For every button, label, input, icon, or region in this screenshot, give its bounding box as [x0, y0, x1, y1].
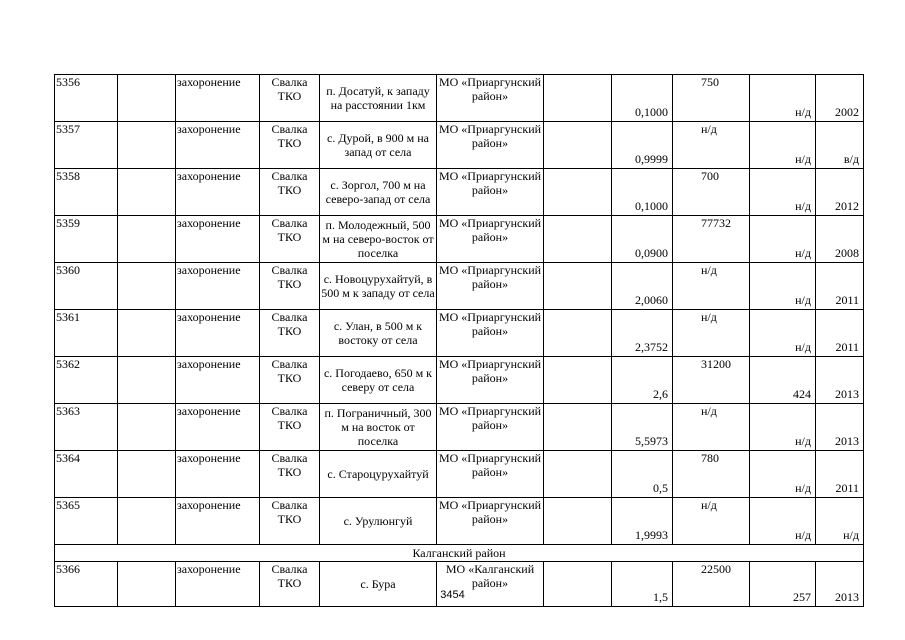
- cell-empty: [544, 169, 612, 216]
- page-number: 3454: [440, 589, 465, 601]
- cell-empty: [118, 169, 176, 216]
- cell-capacity: н/д: [750, 122, 816, 169]
- cell-area: 0,1000: [612, 169, 673, 216]
- cell-year: 2011: [816, 451, 864, 498]
- cell-id: 5364: [55, 451, 118, 498]
- table-row: [55, 357, 864, 404]
- cell-type: захоронение: [176, 562, 260, 607]
- cell-volume: н/д: [673, 498, 750, 545]
- cell-object: Свалка ТКО: [260, 562, 320, 607]
- cell-year: 2013: [816, 562, 864, 607]
- cell-location: п. Пограничный, 300 м на восток от поселка: [320, 404, 437, 451]
- cell-object: Свалка ТКО: [260, 263, 320, 310]
- cell-volume: н/д: [673, 310, 750, 357]
- cell-area: 0,9999: [612, 122, 673, 169]
- cell-volume: н/д: [673, 263, 750, 310]
- cell-capacity: н/д: [750, 498, 816, 545]
- cell-object: Свалка ТКО: [260, 404, 320, 451]
- cell-capacity: н/д: [750, 310, 816, 357]
- cell-empty: [544, 216, 612, 263]
- cell-capacity: н/д: [750, 75, 816, 122]
- cell-id: 5365: [55, 498, 118, 545]
- cell-volume: 750: [673, 75, 750, 122]
- table-row: [55, 75, 864, 122]
- cell-volume: н/д: [673, 122, 750, 169]
- cell-object: Свалка ТКО: [260, 75, 320, 122]
- section-header-row: [55, 545, 864, 562]
- cell-type: захоронение: [176, 404, 260, 451]
- cell-area: 0,1000: [612, 75, 673, 122]
- cell-municipality: МО «Приаргунский район»: [437, 122, 544, 169]
- cell-empty: [544, 263, 612, 310]
- cell-id: 5358: [55, 169, 118, 216]
- cell-volume: 22500: [673, 562, 750, 607]
- cell-type: захоронение: [176, 310, 260, 357]
- cell-object: Свалка ТКО: [260, 169, 320, 216]
- cell-location: с. Зоргол, 700 м на северо-запад от села: [320, 169, 437, 216]
- cell-location: с. Дурой, в 900 м на запад от села: [320, 122, 437, 169]
- cell-empty: [544, 357, 612, 404]
- cell-area: 1,5: [612, 562, 673, 607]
- section-title: Калганский район: [55, 545, 864, 562]
- cell-location: с. Бура: [320, 562, 437, 607]
- cell-empty: [544, 75, 612, 122]
- cell-year: 2011: [816, 310, 864, 357]
- cell-area: 0,0900: [612, 216, 673, 263]
- cell-volume: 700: [673, 169, 750, 216]
- cell-municipality: МО «Калганский район»: [437, 562, 544, 607]
- cell-area: 2,3752: [612, 310, 673, 357]
- cell-object: Свалка ТКО: [260, 498, 320, 545]
- cell-municipality: МО «Приаргунский район»: [437, 310, 544, 357]
- table-row: [55, 122, 864, 169]
- cell-year: 2013: [816, 404, 864, 451]
- cell-location: с. Погодаево, 650 м к северу от села: [320, 357, 437, 404]
- cell-empty: [118, 357, 176, 404]
- cell-municipality: МО «Приаргунский район»: [437, 498, 544, 545]
- cell-volume: 780: [673, 451, 750, 498]
- cell-id: 5357: [55, 122, 118, 169]
- cell-type: захоронение: [176, 122, 260, 169]
- cell-location: с. Урулюнгуй: [320, 498, 437, 545]
- cell-capacity: н/д: [750, 216, 816, 263]
- cell-id: 5359: [55, 216, 118, 263]
- cell-capacity: 424: [750, 357, 816, 404]
- cell-id: 5363: [55, 404, 118, 451]
- cell-capacity: н/д: [750, 169, 816, 216]
- table-row: [55, 404, 864, 451]
- cell-year: в/д: [816, 122, 864, 169]
- cell-capacity: н/д: [750, 451, 816, 498]
- cell-type: захоронение: [176, 169, 260, 216]
- cell-id: 5361: [55, 310, 118, 357]
- table-row: [55, 169, 864, 216]
- cell-empty: [544, 404, 612, 451]
- cell-empty: [118, 75, 176, 122]
- cell-municipality: МО «Приаргунский район»: [437, 404, 544, 451]
- cell-year: 2012: [816, 169, 864, 216]
- cell-volume: 31200: [673, 357, 750, 404]
- cell-empty: [544, 451, 612, 498]
- cell-year: 2008: [816, 216, 864, 263]
- cell-object: Свалка ТКО: [260, 357, 320, 404]
- cell-municipality: МО «Приаргунский район»: [437, 263, 544, 310]
- table-row: [55, 498, 864, 545]
- cell-location: с. Новоцурухайтуй, в 500 м к западу от села: [320, 263, 437, 310]
- cell-object: Свалка ТКО: [260, 451, 320, 498]
- cell-municipality: МО «Приаргунский район»: [437, 216, 544, 263]
- cell-object: Свалка ТКО: [260, 310, 320, 357]
- cell-type: захоронение: [176, 498, 260, 545]
- table-row: [55, 216, 864, 263]
- cell-volume: 77732: [673, 216, 750, 263]
- cell-municipality: МО «Приаргунский район»: [437, 357, 544, 404]
- cell-area: 2,6: [612, 357, 673, 404]
- cell-id: 5366: [55, 562, 118, 607]
- landfill-registry-table: [54, 74, 864, 607]
- cell-type: захоронение: [176, 263, 260, 310]
- cell-object: Свалка ТКО: [260, 216, 320, 263]
- cell-type: захоронение: [176, 357, 260, 404]
- cell-area: 0,5: [612, 451, 673, 498]
- cell-municipality: МО «Приаргунский район»: [437, 451, 544, 498]
- cell-location: с. Староцурухайтуй: [320, 451, 437, 498]
- cell-location: п. Досатуй, к западу на расстоянии 1км: [320, 75, 437, 122]
- cell-volume: н/д: [673, 404, 750, 451]
- cell-location: с. Улан, в 500 м к востоку от села: [320, 310, 437, 357]
- cell-empty: [544, 498, 612, 545]
- cell-empty: [544, 122, 612, 169]
- cell-location: п. Молодежный, 500 м на северо-восток от поселка: [320, 216, 437, 263]
- cell-empty: [118, 263, 176, 310]
- cell-year: 2002: [816, 75, 864, 122]
- cell-id: 5360: [55, 263, 118, 310]
- table-row: [55, 263, 864, 310]
- cell-empty: [118, 122, 176, 169]
- cell-year: 2011: [816, 263, 864, 310]
- cell-area: 1,9993: [612, 498, 673, 545]
- cell-type: захоронение: [176, 216, 260, 263]
- table-row: [55, 451, 864, 498]
- cell-area: 5,5973: [612, 404, 673, 451]
- cell-id: 5362: [55, 357, 118, 404]
- cell-municipality: МО «Приаргунский район»: [437, 169, 544, 216]
- cell-empty: [544, 310, 612, 357]
- cell-type: захоронение: [176, 75, 260, 122]
- cell-empty: [118, 216, 176, 263]
- cell-capacity: н/д: [750, 263, 816, 310]
- cell-object: Свалка ТКО: [260, 122, 320, 169]
- cell-capacity: н/д: [750, 404, 816, 451]
- cell-empty: [118, 498, 176, 545]
- cell-type: захоронение: [176, 451, 260, 498]
- cell-empty: [118, 451, 176, 498]
- cell-empty: [118, 310, 176, 357]
- cell-year: н/д: [816, 498, 864, 545]
- cell-id: 5356: [55, 75, 118, 122]
- cell-empty: [118, 404, 176, 451]
- table-row: [55, 310, 864, 357]
- cell-area: 2,0060: [612, 263, 673, 310]
- table-body: [55, 75, 864, 607]
- cell-municipality: МО «Приаргунский район»: [437, 75, 544, 122]
- cell-year: 2013: [816, 357, 864, 404]
- cell-capacity: 257: [750, 562, 816, 607]
